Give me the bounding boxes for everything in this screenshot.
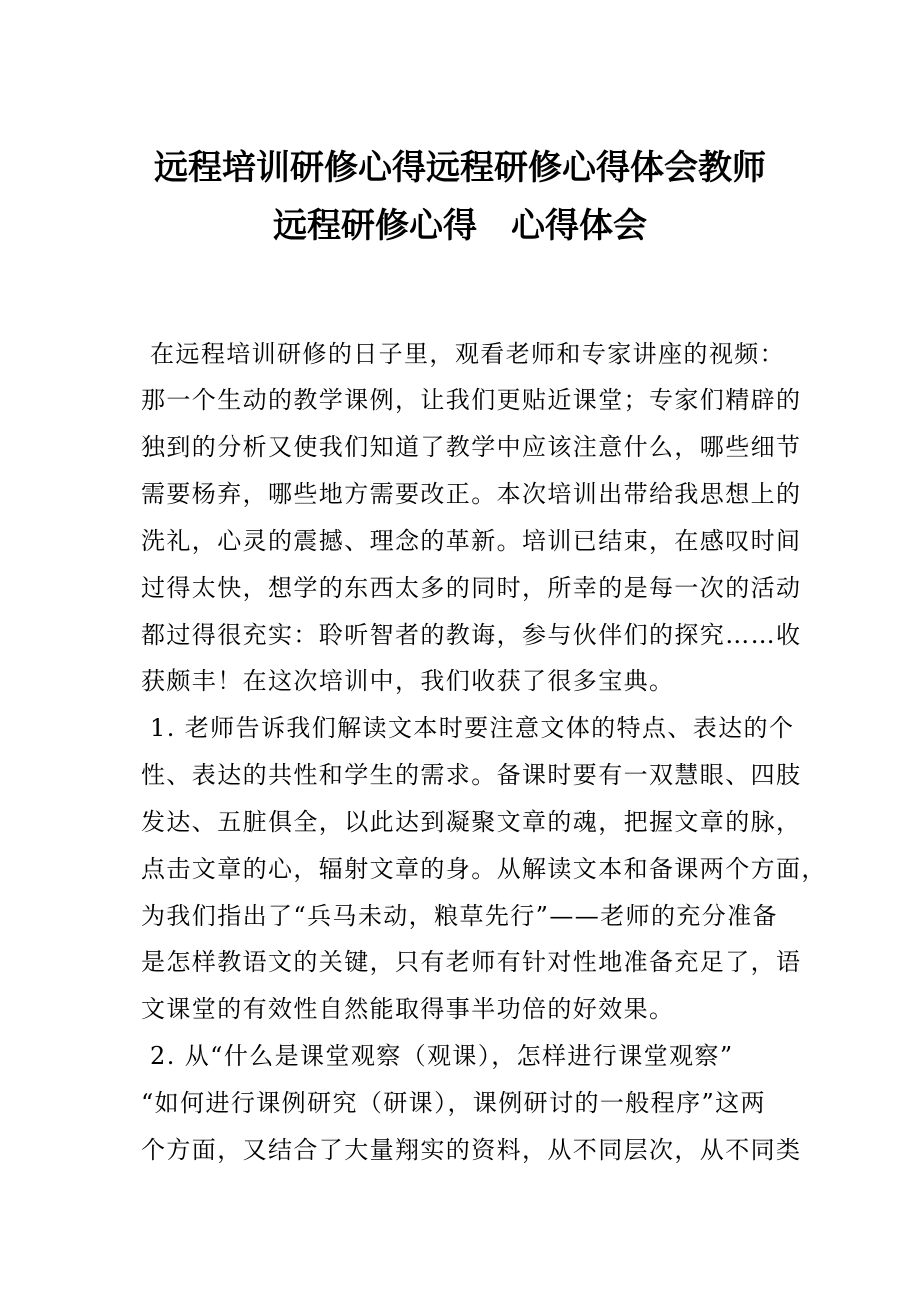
body-line: 是怎样教语文的关键，只有老师有针对性地准备充足了，语 [141,948,802,976]
body-line: 过得太快，想学的东西太多的同时，所幸的是每一次的活动 [141,574,802,602]
body-line: 在远程培训研修的日子里，观看老师和专家讲座的视频： [141,340,786,368]
document-title-line-2: 远程研修心得 心得体会 [273,206,647,246]
body-line: 个方面，又结合了大量翔实的资料，从不同层次，从不同类 [141,1136,802,1164]
body-line: 需要杨弃，哪些地方需要改正。本次培训出带给我思想上的 [141,480,802,508]
body-line: 1. 老师告诉我们解读文本时要注意文体的特点、表达的个 [141,714,795,742]
body-line: 获颇丰！在这次培训中，我们收获了很多宝典。 [141,667,675,695]
body-line: 独到的分析又使我们知道了教学中应该注意什么，哪些细节 [141,433,802,461]
body-line: 2. 从“什么是课堂观察（观课），怎样进行课堂观察” [141,1042,734,1070]
body-line: 洗礼，心灵的震撼、理念的革新。培训已结束，在感叹时间 [141,527,802,555]
body-line: “如何进行课例研究（研课），课例研讨的一般程序”这两 [141,1089,766,1117]
body-line: 那一个生动的教学课例，让我们更贴近课堂；专家们精辟的 [141,386,802,414]
body-line: 文课堂的有效性自然能取得事半功倍的好效果。 [141,995,675,1023]
body-line: 性、表达的共性和学生的需求。备课时要有一双慧眼、四肢 [141,761,802,789]
body-line: 都过得很充实：聆听智者的教诲，参与伙伴们的探究……收 [141,621,802,649]
document-title-line-1: 远程培训研修心得远程研修心得体会教师 [154,148,766,188]
body-line: 为我们指出了“兵马未动，粮草先行”——老师的充分准备 [141,902,778,930]
body-line: 点击文章的心，辐射文章的身。从解读文本和备课两个方面， [141,855,827,883]
body-line: 发达、五脏俱全，以此达到凝聚文章的魂，把握文章的脉， [141,808,802,836]
